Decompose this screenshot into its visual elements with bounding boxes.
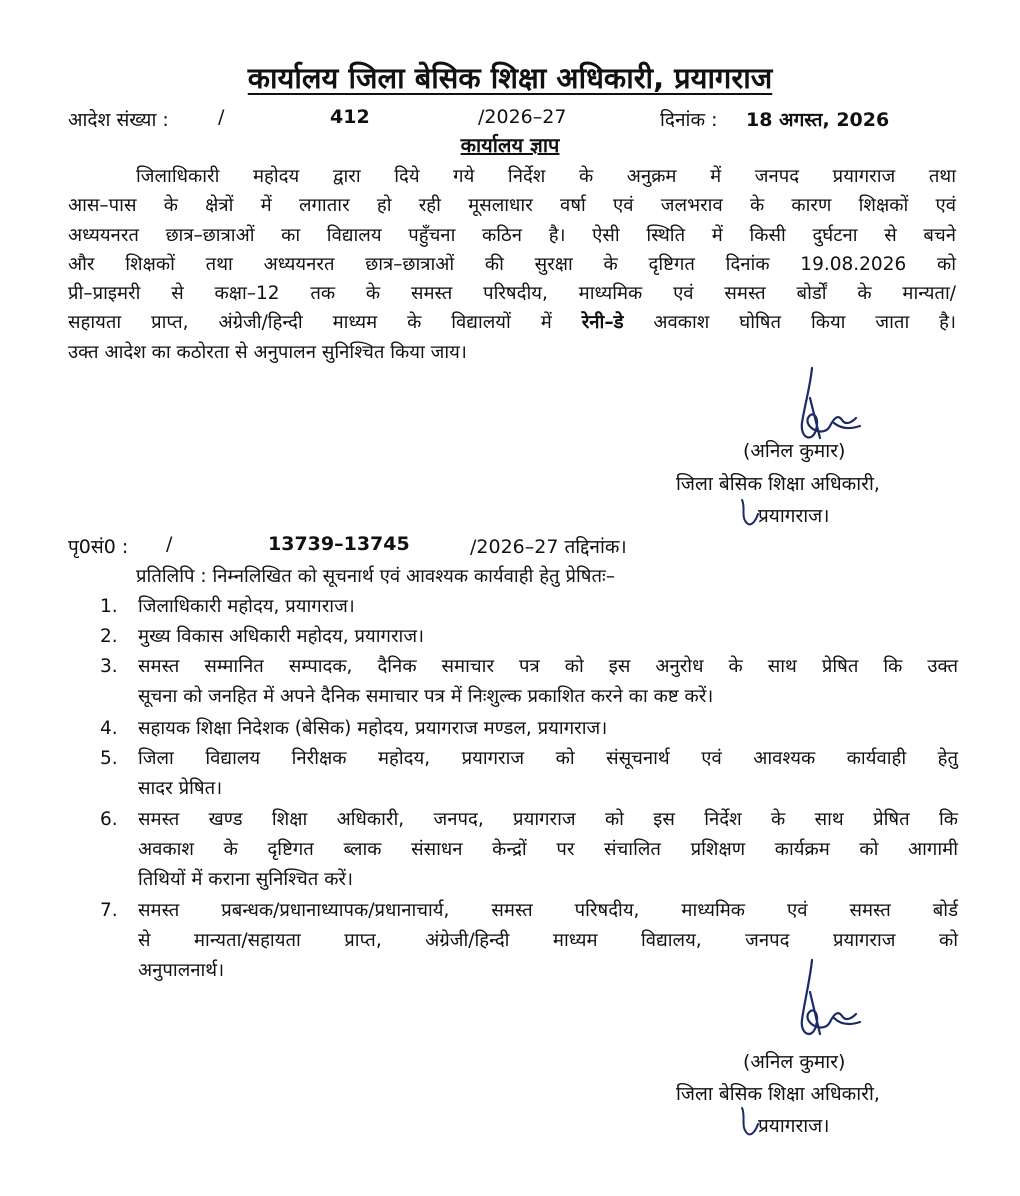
list-text-block	[138, 744, 958, 804]
memo-line-rainy-day	[68, 308, 956, 337]
signatory-designation: जिला बेसिक शिक्षा अधिकारी,	[676, 473, 880, 495]
order-number: 412	[330, 106, 370, 128]
signatory-name: (अनिल कुमार)	[743, 1051, 846, 1073]
signatory-designation: जिला बेसिक शिक्षा अधिकारी,	[676, 1083, 880, 1105]
order-label: आदेश संख्या :	[68, 109, 169, 131]
list-text-block	[138, 805, 958, 895]
memo-line: और शिक्षकों तथा अध्ययनरत छात्र–छात्राओं की सुरक्षा के दृष्टिगत दिनांक 19.08.2026 को	[68, 253, 956, 275]
memo-line-part: सहायता प्राप्त, अंग्रेजी/हिन्दी माध्यम के विद्यालयों में	[68, 312, 552, 334]
list-text: समस्त सम्मानित सम्पादक, दैनिक समाचार पत्र को इस अनुरोध के साथ प्रेषित कि उक्त	[138, 656, 958, 677]
list-text: मुख्य विकास अधिकारी महोदय, प्रयागराज।	[138, 626, 425, 647]
list-item	[100, 592, 960, 622]
list-number: 7.	[100, 900, 118, 921]
memo-line: उक्त आदेश का कठोरता से अनुपालन सुनिश्चित किया जाय।	[68, 341, 467, 363]
endorsement-label: पृ0सं0 :	[68, 536, 129, 558]
initial-scribble	[738, 1106, 762, 1138]
signatory-place: प्रयागराज।	[758, 505, 830, 527]
signatory-place: प्रयागराज।	[758, 1115, 830, 1137]
endorsement-slash: /	[166, 533, 173, 555]
list-number: 5.	[100, 748, 118, 769]
list-number: 2.	[100, 626, 118, 647]
list-item	[100, 744, 960, 804]
list-text: सादर प्रेषित।	[138, 778, 223, 799]
list-text: जिला विद्यालय निरीक्षक महोदय, प्रयागराज को संसूचनार्थ एवं आवश्यक कार्यवाही हेतु	[138, 748, 958, 769]
endorsement-year-date: /2026–27 तद्दिनांक।	[470, 536, 627, 558]
list-item	[100, 622, 960, 652]
list-text: से मान्यता/सहायता प्राप्त, अंग्रेजी/हिन्दी माध्यम विद्यालय, जनपद प्रयागराज को	[138, 930, 958, 951]
list-text-block	[138, 652, 958, 712]
list-number: 4.	[100, 718, 118, 739]
order-slash: /	[218, 106, 225, 128]
memo-line: जिलाधिकारी महोदय द्वारा दिये गये निर्देश के अनुक्रम में जनपद प्रयागराज तथा	[136, 166, 956, 187]
list-text: जिलाधिकारी महोदय, प्रयागराज।	[138, 596, 355, 617]
memo-line-part: अवकाश घोषित किया जाता है।	[653, 312, 956, 334]
office-title: कार्यालय जिला बेसिक शिक्षा अधिकारी, प्रयागराज	[247, 61, 773, 95]
signatory-name: (अनिल कुमार)	[743, 440, 846, 462]
list-text: अवकाश के दृष्टिगत ब्लाक संसाधन केन्द्रों पर संचालित प्रशिक्षण कार्यक्रम को आगामी	[138, 839, 958, 860]
list-text: सूचना को जनहित में अपने दैनिक समाचार पत्र में निःशुल्क प्रकाशित करने का कष्ट करें।	[138, 686, 714, 707]
memo-line: आस–पास के क्षेत्रों में लगातार हो रही मूसलाधार वर्षा एवं जलभराव के कारण शिक्षकों एवं	[68, 195, 956, 217]
list-number: 6.	[100, 809, 118, 830]
list-text: अनुपालनार्थ।	[138, 960, 225, 981]
order-year: /2026–27	[478, 106, 567, 128]
memo-body	[68, 162, 956, 367]
rainy-day-highlight: रेनी–डे	[581, 312, 624, 334]
memo-line: अध्ययनरत छात्र–छात्राओं का विद्यालय पहुँचना कठिन है। ऐसी स्थिति में किसी दुर्घटना से बचने	[68, 224, 956, 246]
list-item	[100, 714, 960, 744]
list-text: तिथियों में कराना सुनिश्चित करें।	[138, 869, 353, 890]
list-text: समस्त प्रबन्धक/प्रधानाध्यापक/प्रधानाचार्य, समस्त परिषदीय, माध्यमिक एवं समस्त बोर्ड	[138, 900, 958, 921]
copy-intro: प्रतिलिपि : निम्नलिखित को सूचनार्थ एवं आवश्यक कार्यवाही हेतु प्रेषितः–	[136, 566, 615, 587]
list-text: समस्त खण्ड शिक्षा अधिकारी, जनपद, प्रयागराज को इस निर्देश के साथ प्रेषित कि	[138, 809, 958, 830]
list-item	[100, 805, 960, 895]
signature-scribble	[790, 960, 870, 1055]
list-number: 3.	[100, 656, 118, 677]
list-item	[100, 652, 960, 712]
list-number: 1.	[100, 596, 118, 617]
date-label: दिनांक :	[660, 109, 718, 131]
date-value: 18 अगस्त, 2026	[746, 109, 890, 131]
memo-title: कार्यालय ज्ञाप	[460, 133, 560, 157]
initial-scribble	[738, 498, 762, 528]
list-text: सहायक शिक्षा निदेशक (बेसिक) महोदय, प्रयागराज मण्डल, प्रयागराज।	[138, 718, 608, 739]
endorsement-number: 13739–13745	[268, 533, 410, 555]
memo-line: प्री–प्राइमरी से कक्षा–12 तक के समस्त परिषदीय, माध्यमिक एवं समस्त बोर्डों के मान्यता/	[68, 283, 956, 305]
